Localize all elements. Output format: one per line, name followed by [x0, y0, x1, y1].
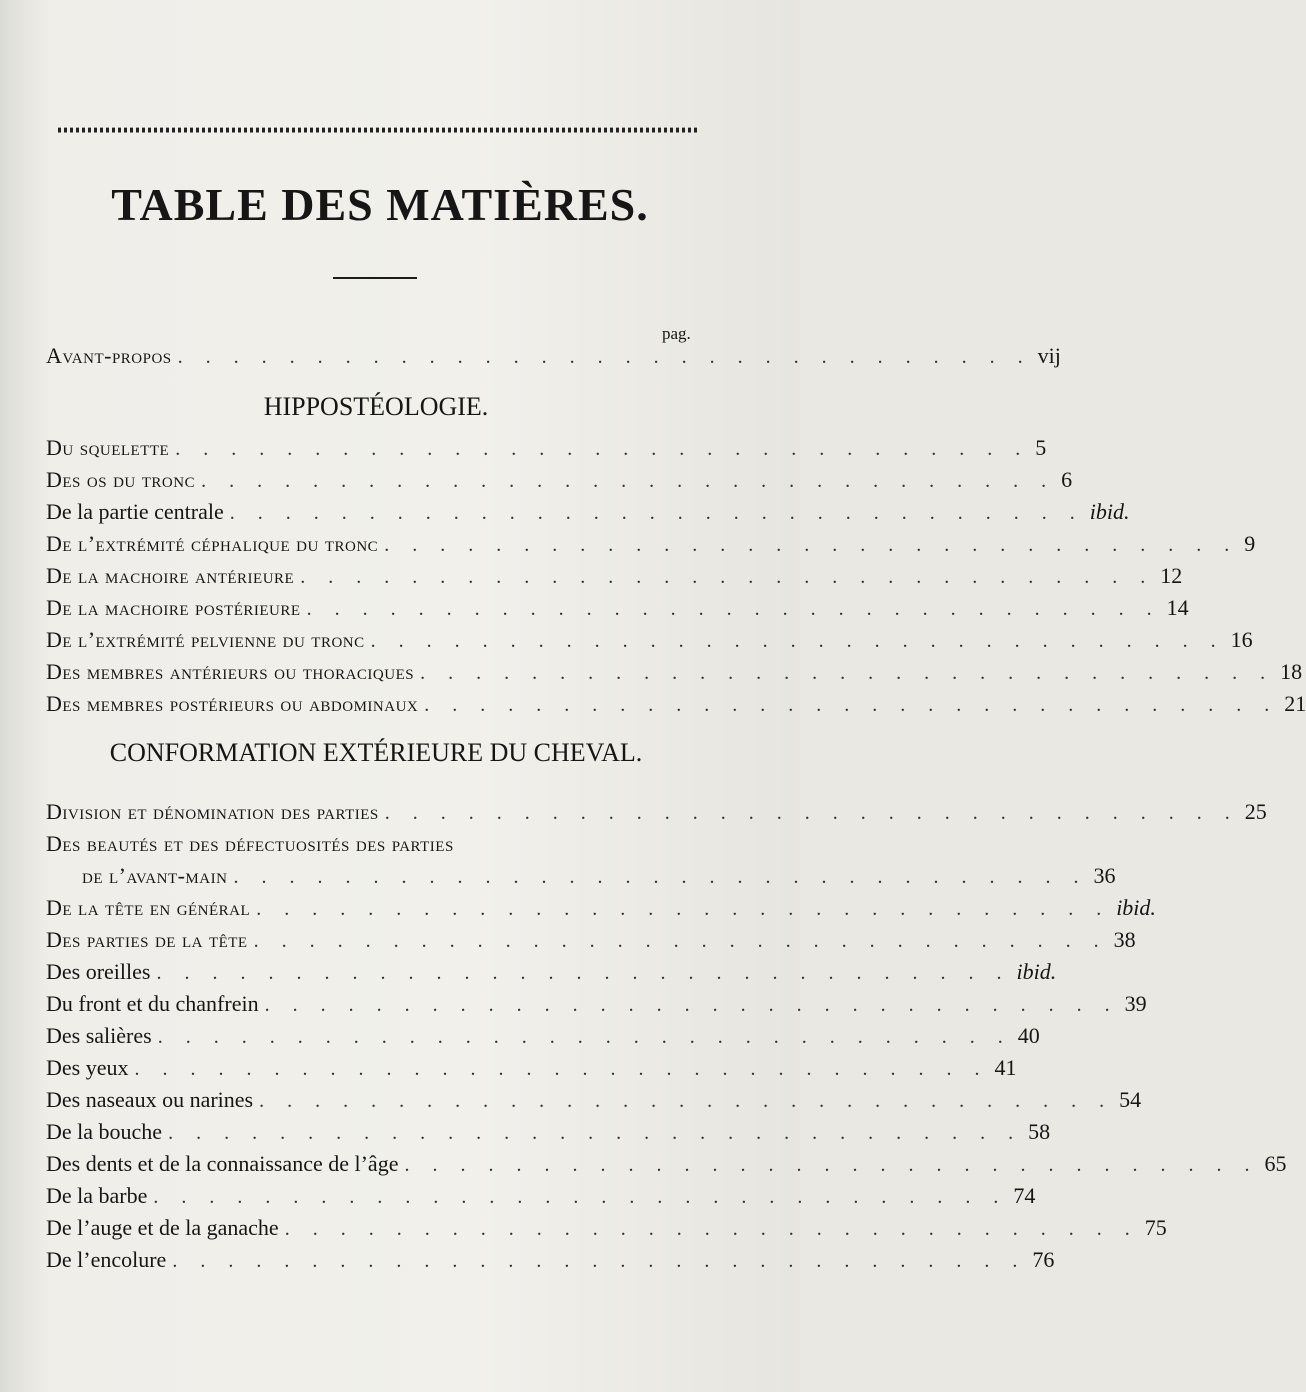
leader-dots: . . . . . . . . . . . . . . . . . . . . . . . . . . . . . . .	[384, 534, 1239, 556]
toc-entry-page: 16	[1230, 627, 1253, 652]
leader-dots: . . . . . . . . . . . . . . . . . . . . . . . . . . . . . . .	[153, 1186, 1008, 1208]
toc-entry-page: 21	[1284, 691, 1306, 716]
toc-entry-label: De la machoire postérieure	[46, 595, 301, 620]
toc-entry-page: ibid.	[1089, 499, 1130, 524]
toc-entry[interactable]	[46, 1148, 1287, 1180]
toc-entry-label: Des dents et de la connaissance de l’âge	[46, 1151, 399, 1176]
toc-entry-label: Des beautés et des défectuosités des parties	[46, 831, 454, 856]
toc-entry-page: 76	[1032, 1247, 1055, 1272]
leader-dots: . . . . . . . . . . . . . . . . . . . . . . . . . . . . . . .	[384, 802, 1239, 824]
toc-entry-page: vij	[1037, 343, 1061, 368]
toc-entry-page: 18	[1280, 659, 1303, 684]
leader-dots: . . . . . . . . . . . . . . . . . . . . . . . . . . . . . . .	[420, 662, 1275, 684]
leader-dots: . . . . . . . . . . . . . . . . . . . . . . . . . . . . . . .	[157, 1026, 1012, 1048]
toc-entry-label: De la tête en général	[46, 895, 251, 920]
toc-entry[interactable]	[46, 1180, 1036, 1212]
leader-dots: . . . . . . . . . . . . . . . . . . . . . . . . . . . . . . .	[229, 502, 1084, 524]
toc-entry-page: 6	[1061, 467, 1073, 492]
leader-dots: . . . . . . . . . . . . . . . . . . . . . . . . . . . . . . .	[284, 1218, 1139, 1240]
toc-entry[interactable]	[46, 956, 1057, 988]
toc-entry-page: 40	[1017, 1023, 1040, 1048]
toc-entry[interactable]	[46, 1244, 1055, 1276]
toc-entry-label: Des parties de la tête	[46, 927, 248, 952]
toc-entry-label: De la partie centrale	[46, 499, 224, 524]
toc-entry-page: 12	[1160, 563, 1183, 588]
page-title: TABLE DES MATIÈRES.	[111, 179, 649, 230]
toc-entry[interactable]	[46, 796, 1267, 828]
leader-dots: . . . . . . . . . . . . . . . . . . . . . . . . . . . . . . .	[156, 962, 1011, 984]
leader-dots: . . . . . . . . . . . . . . . . . . . . . . . . . . . . . . .	[259, 1090, 1114, 1112]
leader-dots: . . . . . . . . . . . . . . . . . . . . . . . . . . . . . . .	[233, 866, 1088, 888]
leader-dots: . . . . . . . . . . . . . . . . . . . . . . . . . . . . . . .	[134, 1058, 989, 1080]
toc-entry-label: De l’extrémité pelvienne du tronc	[46, 627, 365, 652]
toc-entry[interactable]	[46, 1020, 1040, 1052]
leader-dots: . . . . . . . . . . . . . . . . . . . . . . . . . . . . . . .	[264, 994, 1119, 1016]
leader-dots: . . . . . . . . . . . . . . . . . . . . . . . . . . . . . . .	[172, 1250, 1027, 1272]
toc-entry-page: 75	[1144, 1215, 1167, 1240]
leader-dots: . . . . . . . . . . . . . . . . . . . . . . . . . . . . . . .	[175, 438, 1030, 460]
toc-entry-label: Des salières	[46, 1023, 152, 1048]
section-heading: CONFORMATION EXTÉRIEURE DU CHEVAL.	[109, 738, 643, 767]
toc-entry-page: 65	[1264, 1151, 1287, 1176]
toc-entry-page: 5	[1035, 435, 1047, 460]
toc-entry-page: 58	[1028, 1119, 1051, 1144]
toc-entry-label: Avant-propos	[46, 343, 172, 368]
leader-dots: . . . . . . . . . . . . . . . . . . . . . . . . . . . . . . .	[168, 1122, 1023, 1144]
toc-entry-page: 36	[1093, 863, 1116, 888]
toc-entry[interactable]	[46, 924, 1136, 956]
toc-entry-label: Des membres postérieurs ou abdominaux	[46, 691, 419, 716]
toc-entry-page: 38	[1113, 927, 1136, 952]
toc-entry-label: De l’extrémité céphalique du tronc	[46, 531, 379, 556]
leader-dots: . . . . . . . . . . . . . . . . . . . . . . . . . . . . . . .	[306, 598, 1161, 620]
toc-entry-label: De l’auge et de la ganache	[46, 1215, 279, 1240]
section-heading: HIPPOSTÉOLOGIE.	[263, 392, 489, 421]
toc-entry-page: ibid.	[1116, 895, 1156, 920]
toc-entry-page: 41	[994, 1055, 1017, 1080]
toc-entry[interactable]	[46, 1116, 1051, 1148]
toc-entry[interactable]	[46, 1212, 1167, 1244]
toc-entry[interactable]	[46, 828, 706, 860]
toc-entry-page: 14	[1166, 595, 1189, 620]
toc-entry-label: Division et dénomination des parties	[46, 799, 379, 824]
toc-entry-page: 74	[1013, 1183, 1036, 1208]
leader-dots: . . . . . . . . . . . . . . . . . . . . . . . . . . . . . . .	[253, 930, 1108, 952]
toc-entry-label: Des yeux	[46, 1055, 129, 1080]
toc-entry-label: Des oreilles	[46, 959, 151, 984]
toc-entry-label: de l’avant-main	[82, 863, 228, 888]
toc-entry-label: De la bouche	[46, 1119, 163, 1144]
toc-entry[interactable]	[46, 892, 1156, 924]
toc-entry-page: 39	[1124, 991, 1147, 1016]
toc-entry-page: 25	[1244, 799, 1267, 824]
toc-entry-label: Des naseaux ou narines	[46, 1087, 254, 1112]
toc-entry-label: De la machoire antérieure	[46, 563, 295, 588]
leader-dots: . . . . . . . . . . . . . . . . . . . . . . . . . . . . . . .	[424, 694, 1279, 716]
toc-entry-page: 9	[1244, 531, 1256, 556]
toc-entry-label: Des membres antérieurs ou thoraciques	[46, 659, 415, 684]
toc-entry-label: De l’encolure	[46, 1247, 167, 1272]
toc-entry-label: De la barbe	[46, 1183, 148, 1208]
leader-dots: . . . . . . . . . . . . . . . . . . . . . . . . . . . . . . .	[370, 630, 1225, 652]
toc-entry-page: 54	[1119, 1087, 1142, 1112]
toc-entry[interactable]	[46, 988, 1147, 1020]
toc-entry-page: ibid.	[1016, 959, 1057, 984]
toc-entry-label: Des os du tronc	[46, 467, 196, 492]
leader-dots: . . . . . . . . . . . . . . . . . . . . . . . . . . . . . . .	[300, 566, 1155, 588]
leader-dots: . . . . . . . . . . . . . . . . . . . . . . . . . . . . . . .	[404, 1154, 1259, 1176]
toc-entry-label: Du front et du chanfrein	[46, 991, 259, 1016]
toc-entry[interactable]	[46, 1052, 1017, 1084]
leader-dots: . . . . . . . . . . . . . . . . . . . . . . . . . . . . . . .	[256, 898, 1111, 920]
toc-entry[interactable]	[46, 860, 1116, 892]
page-column-label: pag.	[662, 324, 691, 343]
leader-dots: . . . . . . . . . . . . . . . . . . . . . . . . . . . . . . .	[201, 470, 1056, 492]
toc-entry[interactable]	[46, 1084, 1142, 1116]
leader-dots: . . . . . . . . . . . . . . . . . . . . . . . . . . . . . . .	[177, 346, 1032, 368]
toc-entry-label: Du squelette	[46, 435, 170, 460]
